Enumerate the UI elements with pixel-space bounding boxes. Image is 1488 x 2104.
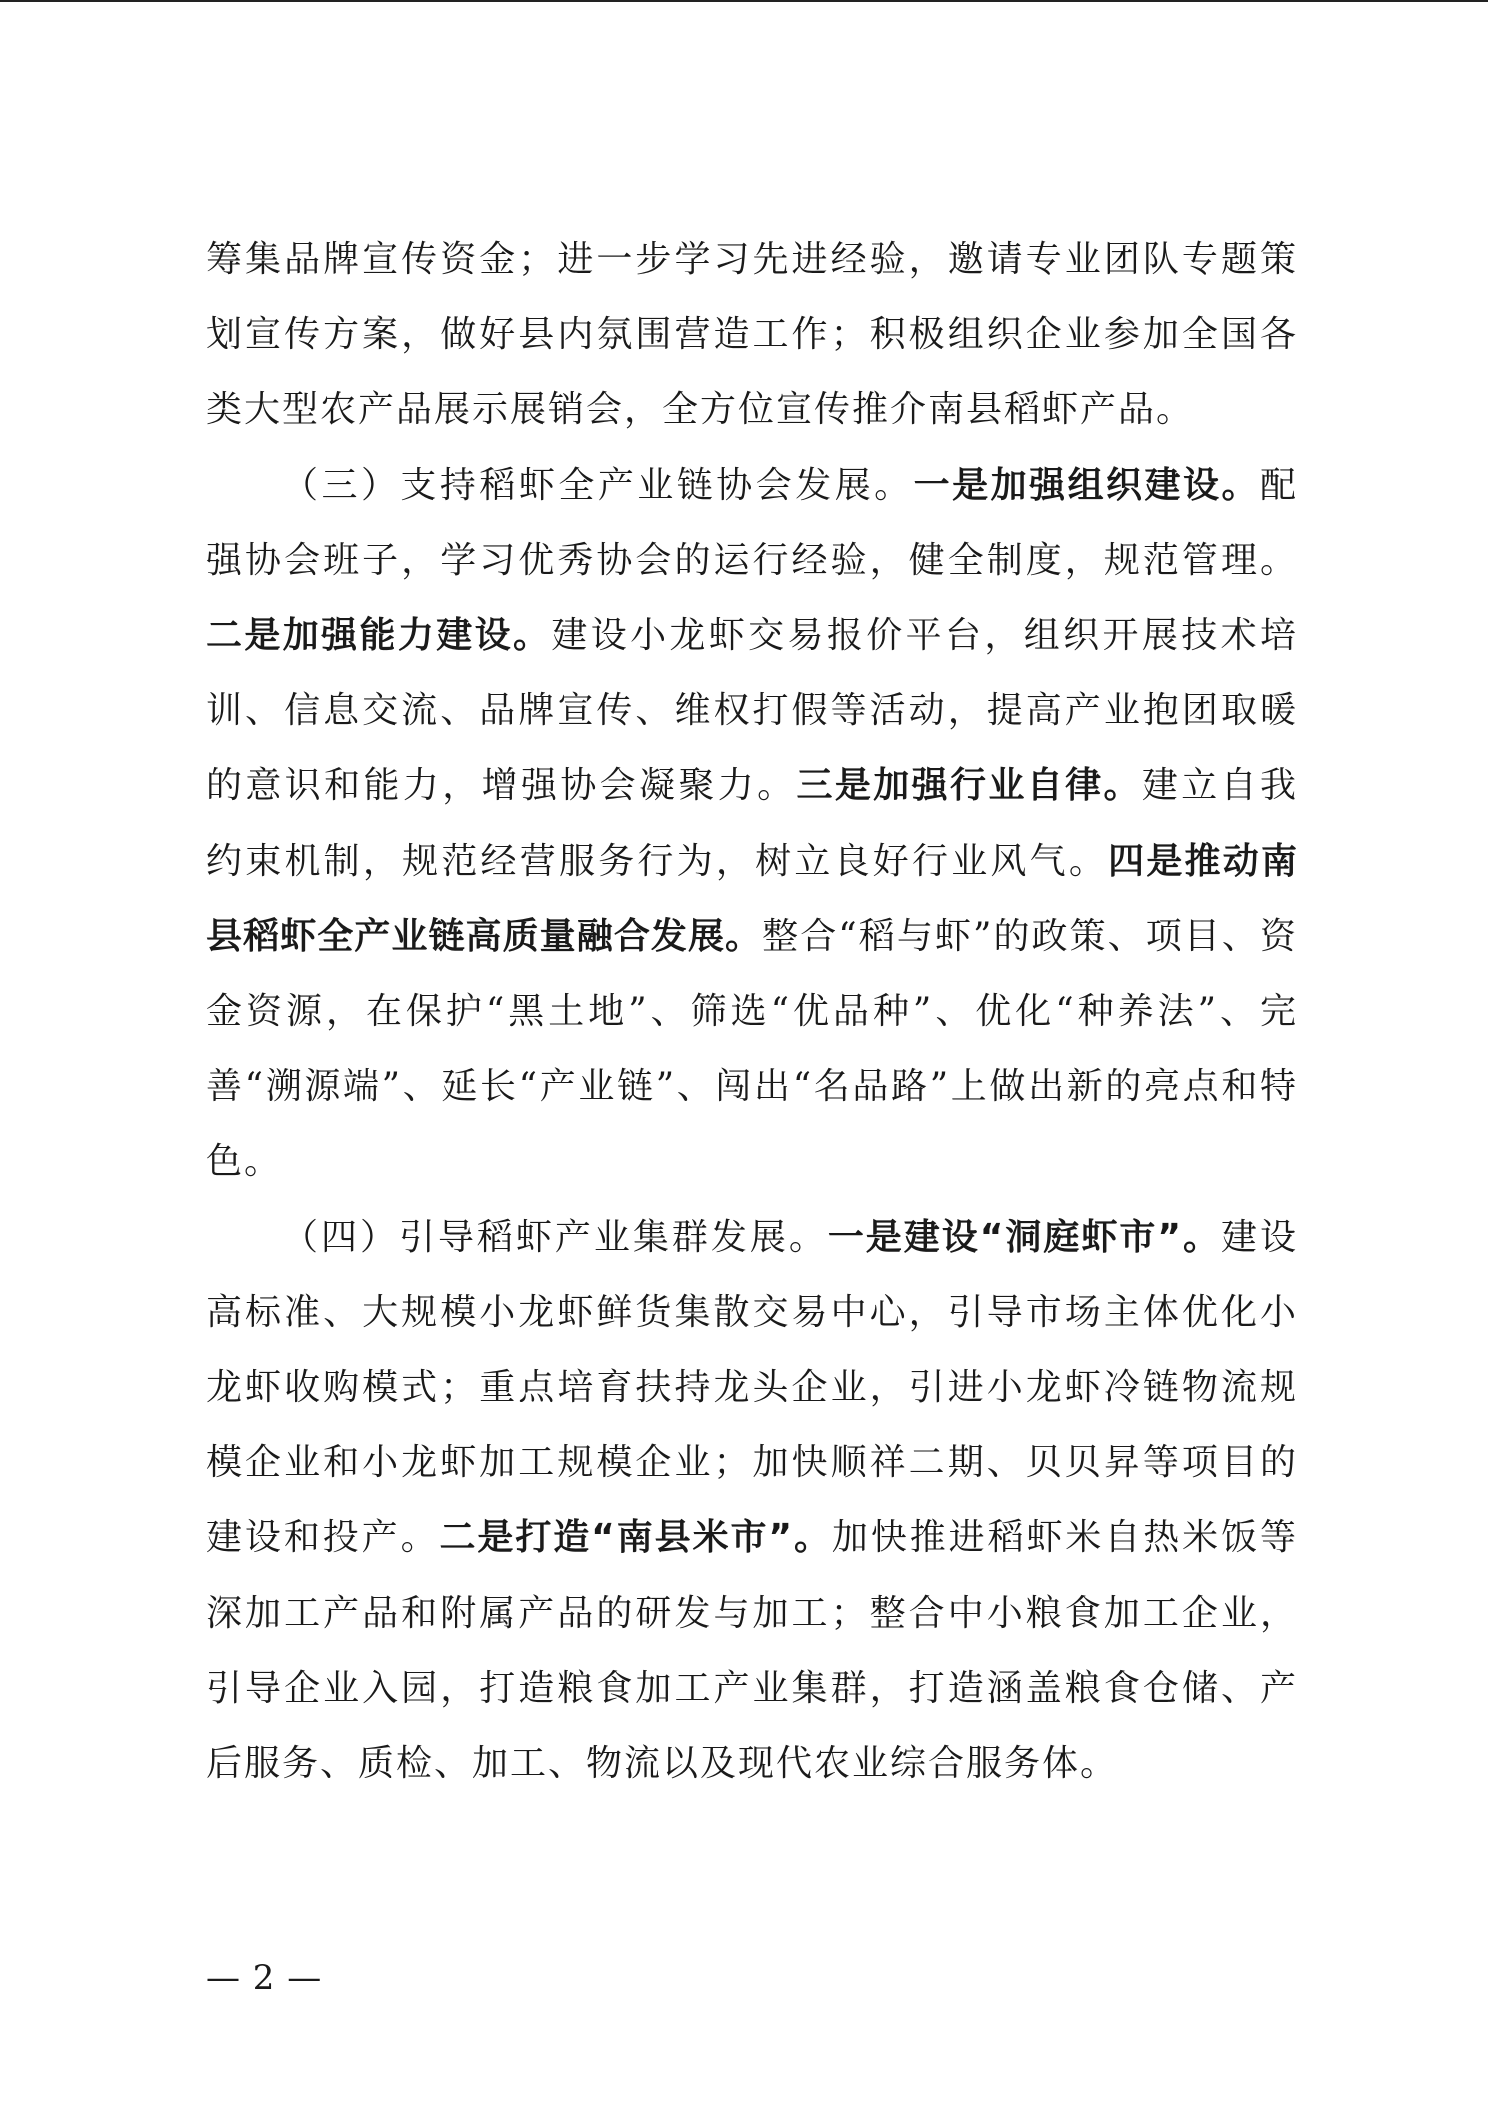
point-capacity: 二是加强能力建设。 — [206, 615, 552, 657]
paragraph-brand-promotion: 筹集品牌宣传资金；进一步学习先进经验，邀请专业团队专题策划宣传方案，做好县内氛围营造工作；积极组织企业参加全国各类大型农产品展示展销会，全方位宣传推介南县稻虾产品。 — [206, 239, 1298, 431]
point-integration: 四是推动南县稻虾全产业链高质量融合发展。 — [206, 840, 1298, 957]
document-body — [206, 222, 1298, 1801]
point-organization: 一是加强组织建设。 — [913, 464, 1260, 506]
point-rice-market: 二是打造“南县米市”。 — [439, 1517, 832, 1559]
paragraph-association-development: （三）支持稻虾全产业链协会发展。一是加强组织建设。配强协会班子，学习优秀协会的运行经验，健全制度，规范管理。二是加强能力建设。建设小龙虾交易报价平台，组织开展技术培训、信息交流、品牌宣传、维权打假等活动，提高产业抱团取暖的意识和能力，增强协会凝聚力。三是加强行业自律。建立自我约束机制，规范经营服务行为，树立良好行业风气。四是推动南县稻虾全产业链高质量融合发展。整合“稻与虾”的政策、项目、资金资源，在保护“黑土地”、筛选“优品种”、优化“种养法”、完善“溯源端”、延长“产业链”、闯出“名品路”上做出新的亮点和特色。 — [206, 464, 1298, 1183]
section-heading-three: （三）支持稻虾全产业链协会发展。 — [282, 464, 914, 506]
top-border-line — [0, 0, 1488, 2]
paragraph-industry-cluster: （四）引导稻虾产业集群发展。一是建设“洞庭虾市”。建设高标准、大规模小龙虾鲜货集散交易中心，引导市场主体优化小龙虾收购模式；重点培育扶持龙头企业，引进小龙虾冷链物流规模企业和小龙虾加工规模企业；加快顺祥二期、贝贝昇等项目的建设和投产。二是打造“南县米市”。加快推进稻虾米自热米饭等深加工产品和附属产品的研发与加工；整合中小粮食加工企业，引导企业入园，打造粮食加工产业集群，打造涵盖粮食仓储、产后服务、质检、加工、物流以及现代农业综合服务体。 — [206, 1216, 1298, 1785]
page-number: — 2 — — [206, 1958, 323, 1998]
section-heading-four: （四）引导稻虾产业集群发展。 — [282, 1216, 828, 1258]
point-self-discipline: 三是加强行业自律。 — [796, 765, 1142, 807]
point-shrimp-market: 一是建设“洞庭虾市”。 — [827, 1216, 1221, 1258]
